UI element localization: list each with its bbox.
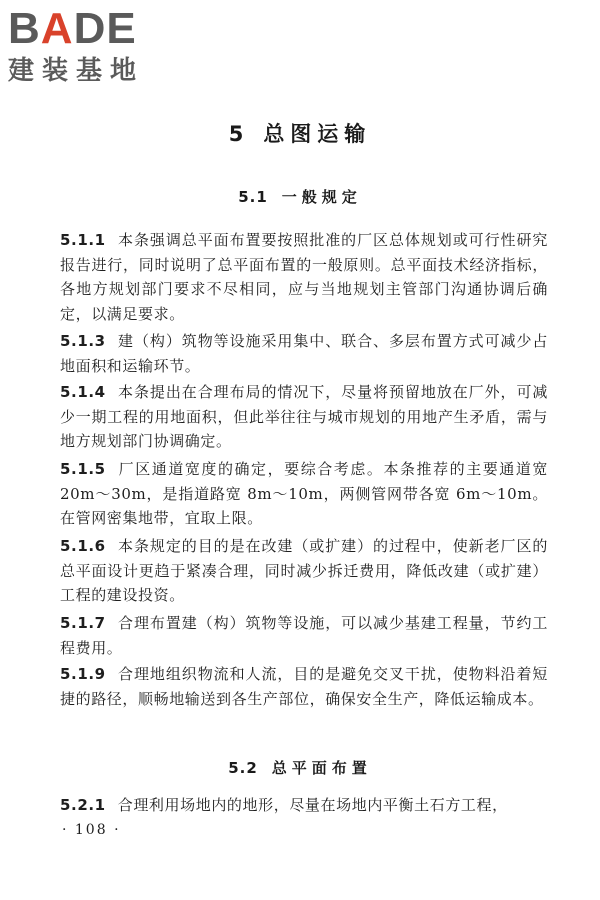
clause-5-1-1	[60, 228, 548, 326]
clause-number: 5.1.5	[60, 460, 106, 478]
section-title: 总平面布置	[271, 759, 372, 777]
section-heading-5-1	[0, 186, 600, 207]
page-number: · 108 ·	[62, 822, 121, 838]
clause-5-2-1	[60, 793, 548, 818]
clause-text: 建（构）筑物等设施采用集中、联合、多层布置方式可减少占地面积和运输环节。	[60, 332, 548, 375]
clause-number: 5.1.3	[60, 332, 106, 350]
clause-5-1-6	[60, 534, 548, 608]
clause-number: 5.1.1	[60, 231, 106, 249]
clause-text: 合理利用场地内的地形，尽量在场地内平衡土石方工程，	[117, 796, 508, 814]
clause-number: 5.1.4	[60, 383, 106, 401]
clause-5-1-5	[60, 457, 548, 531]
clause-5-1-9	[60, 662, 548, 711]
section-heading-5-2	[0, 757, 600, 778]
clause-5-1-7	[60, 611, 548, 660]
clause-text: 本条提出在合理布局的情况下，尽量将预留地放在厂外，可减少一期工程的用地面积，但此举往往与城市规划的用地产生矛盾，需与地方规划部门协调确定。	[60, 383, 548, 450]
clause-text: 本条强调总平面布置要按照批准的厂区总体规划或可行性研究报告进行，同时说明了总平面布置的一般原则。总平面技术经济指标，各地方规划部门要求不尽相同，应与当地规划主管部门沟通协调后确定，以满足要求。	[60, 231, 548, 323]
clause-text: 合理布置建（构）筑物等设施，可以减少基建工程量，节约工程费用。	[60, 614, 548, 657]
chapter-title	[0, 118, 600, 148]
chapter-number: 5	[228, 122, 250, 146]
clause-text: 厂区通道宽度的确定，要综合考虑。本条推荐的主要通道宽 20m～30m，是指道路宽 8m～10m，两侧管网带各宽 6m～10m。在管网密集地带，宜取上限。	[60, 460, 548, 527]
clause-5-1-4	[60, 380, 548, 454]
clause-number: 5.1.7	[60, 614, 106, 632]
clause-text: 本条规定的目的是在改建（或扩建）的过程中，使新老厂区的总平面设计更趋于紧凑合理，同时减少拆迁费用，降低改建（或扩建）工程的建设投资。	[60, 537, 548, 604]
section-number: 5.1	[238, 188, 268, 206]
clause-5-1-3	[60, 329, 548, 378]
logo-subtitle: 建装基地	[8, 56, 145, 86]
chapter-title-text: 总图运输	[263, 122, 372, 146]
clause-number: 5.1.9	[60, 665, 106, 683]
logo-wordmark: BADE	[8, 4, 137, 53]
clause-text: 合理地组织物流和人流，目的是避免交叉干扰，使物料沿着短捷的路径，顺畅地输送到各生产部位，确保安全生产，降低运输成本。	[60, 665, 548, 708]
section-title: 一般规定	[281, 188, 362, 206]
clause-number: 5.2.1	[60, 796, 106, 814]
clause-number: 5.1.6	[60, 537, 106, 555]
section-number: 5.2	[228, 759, 258, 777]
bade-logo	[8, 6, 178, 86]
